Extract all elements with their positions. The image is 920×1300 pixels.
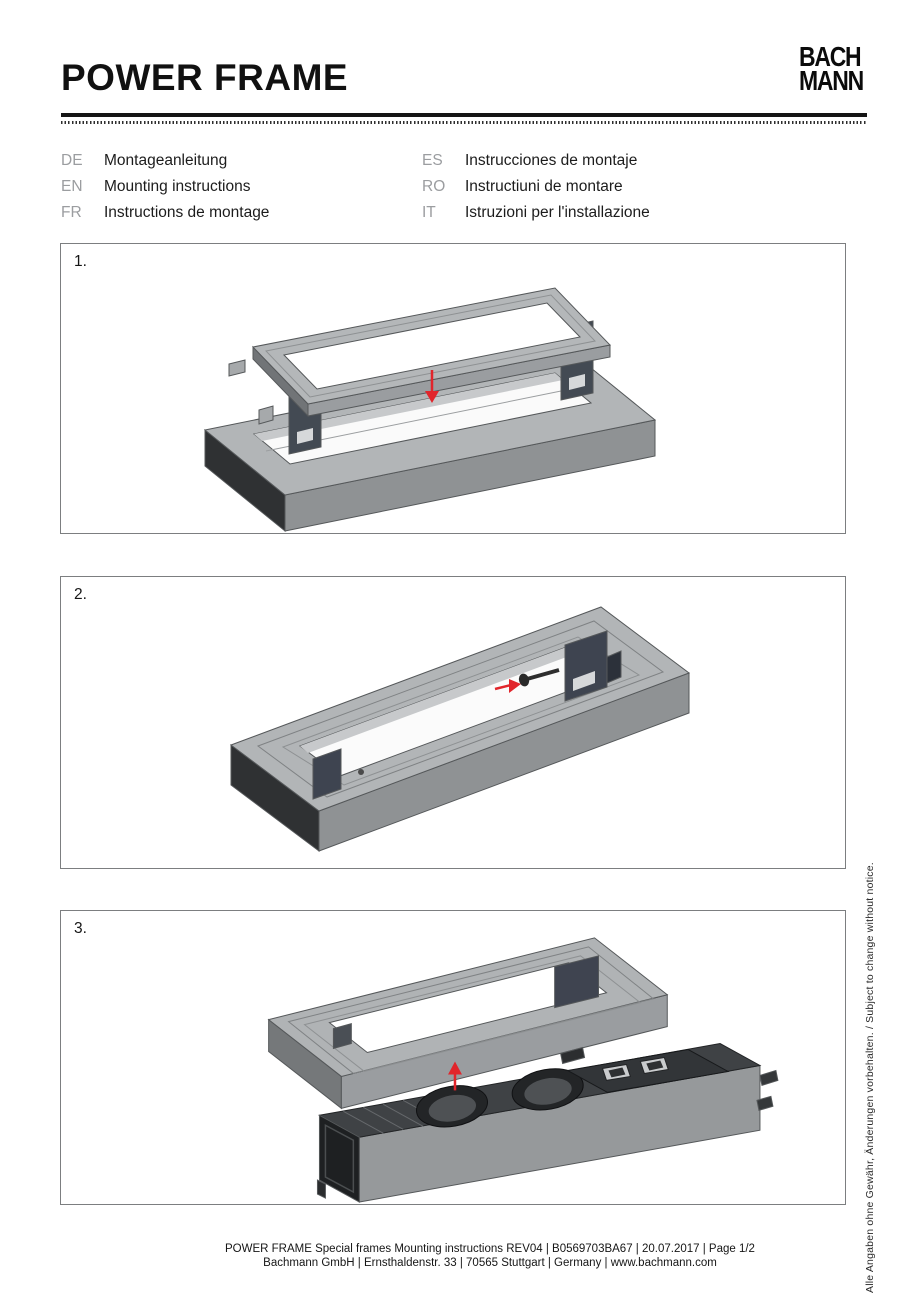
step-3-panel: [60, 910, 846, 1205]
assembled-frame-illustration: [231, 607, 689, 851]
step2-illustration: [61, 577, 845, 868]
header-dotted-rule: [61, 121, 867, 124]
page-footer: [70, 1243, 910, 1270]
step3-illustration: [61, 911, 845, 1204]
page-title: POWER FRAME: [61, 57, 349, 98]
language-code: DE: [61, 152, 83, 169]
language-label: Montageanleitung: [104, 152, 228, 169]
language-code: IT: [422, 204, 436, 221]
language-code: ES: [422, 152, 443, 169]
logo-line1: BACH: [799, 41, 861, 72]
step1-illustration: [61, 244, 845, 533]
language-label: Instrucciones de montaje: [465, 152, 638, 169]
language-code: RO: [422, 178, 446, 195]
language-label: Instructions de montage: [104, 204, 270, 221]
language-code: EN: [61, 178, 83, 195]
language-label: Instructiuni de montare: [465, 178, 623, 195]
language-label: Mounting instructions: [104, 178, 251, 195]
logo-line2: MANN: [799, 65, 863, 97]
step-number: 1.: [74, 253, 87, 270]
step-number: 2.: [74, 586, 87, 603]
footer-line2: Bachmann GmbH | Ernsthaldenstr. 33 | 70565 Stuttgart | Germany | www.bachmann.com: [263, 1256, 717, 1269]
step-2-panel: [60, 576, 846, 869]
language-label: Istruzioni per l'installazione: [465, 204, 650, 221]
side-note: Alle Angaben ohne Gewähr, Änderungen vorbehalten. / Subject to change without notice.: [864, 862, 876, 1293]
step-number: 3.: [74, 920, 87, 937]
footer-line1: POWER FRAME Special frames Mounting instructions REV04 | B0569703BA67 | 20.07.2017 | Page 1/2: [225, 1243, 755, 1255]
header-rule: [61, 113, 867, 117]
step-1-panel: [60, 243, 846, 534]
bachmann-logo: [799, 41, 863, 97]
language-code: FR: [61, 204, 82, 221]
